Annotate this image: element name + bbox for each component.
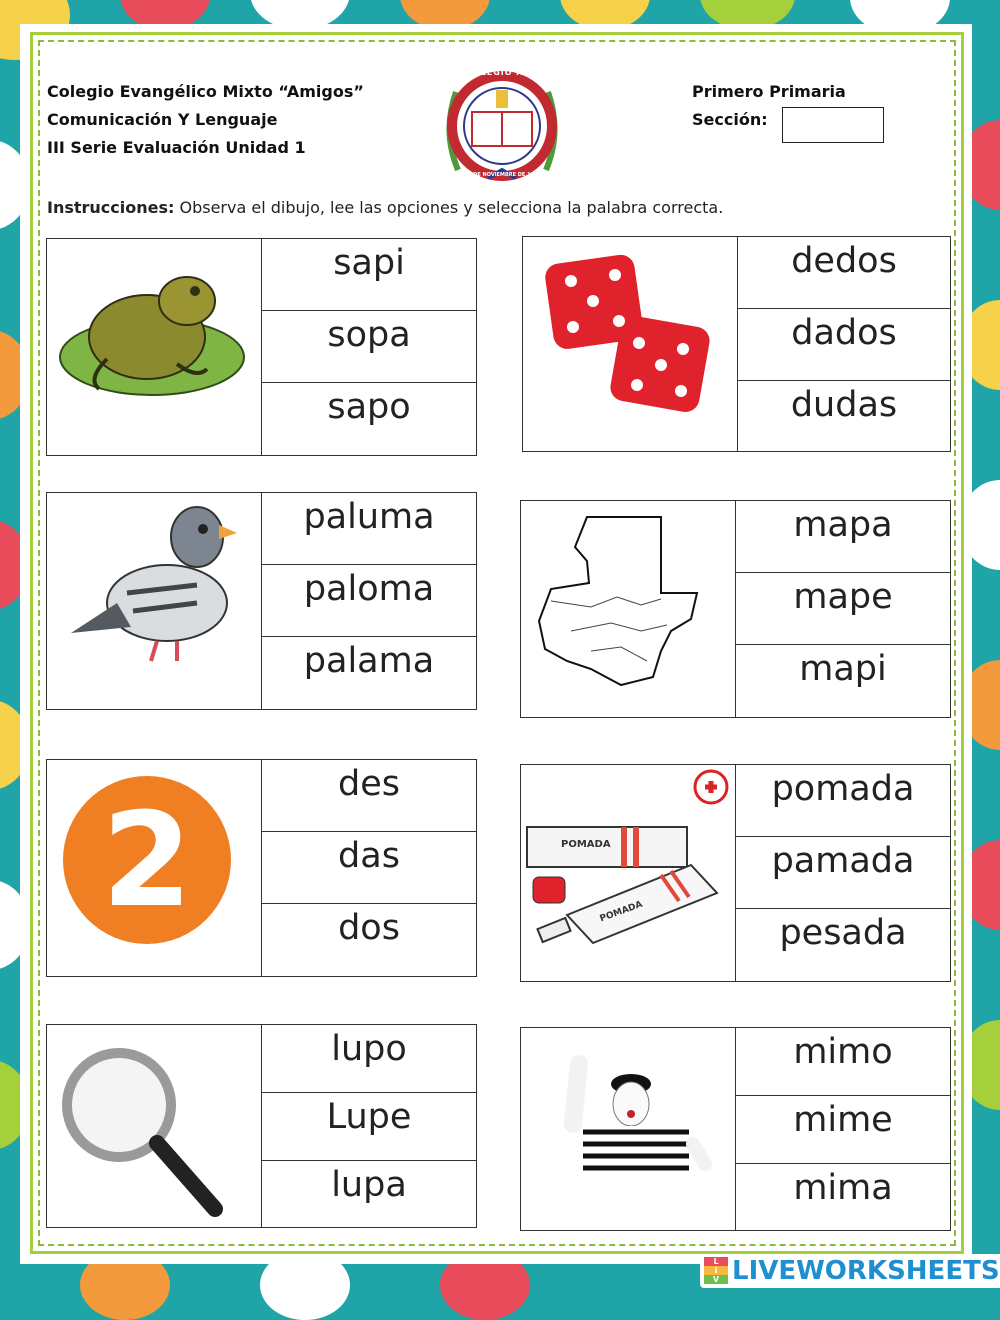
exercise-card bbox=[46, 492, 477, 710]
section-label: Sección: bbox=[692, 110, 768, 129]
option-3[interactable]: lupa bbox=[331, 1165, 407, 1205]
logo-letter: V bbox=[704, 1275, 728, 1284]
option-1[interactable]: lupo bbox=[262, 1025, 476, 1093]
option-2[interactable]: sopa bbox=[262, 311, 476, 383]
option-2[interactable]: mime bbox=[736, 1096, 950, 1164]
number-two-glyph: 2 bbox=[101, 784, 193, 936]
option-3[interactable]: sapo bbox=[327, 387, 411, 427]
option-1[interactable]: sapi bbox=[262, 239, 476, 311]
exercise-card bbox=[522, 236, 951, 452]
option-1[interactable]: pomada bbox=[736, 765, 950, 837]
exam-title: III Serie Evaluación Unidad 1 bbox=[47, 138, 306, 157]
school-name: Colegio Evangélico Mixto “Amigos” bbox=[47, 82, 364, 101]
exercise-card bbox=[46, 1024, 477, 1228]
grade-label: Primero Primaria bbox=[692, 82, 846, 101]
magnifying-glass-image bbox=[47, 1025, 262, 1227]
exercise-card bbox=[46, 238, 477, 456]
exercise-card bbox=[520, 500, 951, 718]
exercise-card bbox=[520, 1027, 951, 1231]
number-two-image bbox=[47, 760, 262, 976]
option-3[interactable]: pesada bbox=[779, 913, 907, 953]
option-3[interactable]: mapi bbox=[799, 649, 887, 689]
subject-name: Comunicación Y Lenguaje bbox=[47, 110, 278, 129]
instructions-label: Instrucciones: bbox=[47, 198, 175, 217]
seal-text-bottom: 2 DE NOVIEMBRE DE 1985 bbox=[468, 172, 541, 178]
liveworksheets-logo-icon bbox=[704, 1257, 728, 1285]
option-1[interactable]: dedos bbox=[738, 237, 950, 309]
option-3[interactable]: mima bbox=[793, 1168, 893, 1208]
instructions bbox=[47, 198, 723, 217]
option-1[interactable]: mimo bbox=[736, 1028, 950, 1096]
school-seal bbox=[438, 62, 566, 188]
option-2[interactable]: mape bbox=[736, 573, 950, 645]
logo-letter: L bbox=[704, 1257, 728, 1266]
option-2[interactable]: dados bbox=[738, 309, 950, 381]
liveworksheets-text: LIVEWORKSHEETS bbox=[732, 1256, 1000, 1286]
pigeon-image bbox=[47, 493, 262, 709]
option-1[interactable]: mapa bbox=[736, 501, 950, 573]
dice-image bbox=[523, 237, 738, 451]
option-2[interactable]: pamada bbox=[736, 837, 950, 909]
exercise-card bbox=[46, 759, 477, 977]
tube-label: POMADA bbox=[598, 899, 644, 925]
option-3[interactable]: dos bbox=[338, 908, 400, 948]
seal-text-top: COLEGIO AMIGOS bbox=[466, 68, 559, 77]
box-label: POMADA bbox=[561, 839, 611, 850]
option-2[interactable]: das bbox=[262, 832, 476, 904]
frog-image bbox=[47, 239, 262, 455]
option-2[interactable]: Lupe bbox=[262, 1093, 476, 1161]
section-input[interactable] bbox=[782, 107, 884, 143]
map-guatemala-image bbox=[521, 501, 736, 717]
option-2[interactable]: paloma bbox=[262, 565, 476, 637]
instructions-text: Observa el dibujo, lee las opciones y selecciona la palabra correcta. bbox=[174, 198, 724, 217]
option-3[interactable]: palama bbox=[303, 641, 435, 681]
logo-letter: I bbox=[704, 1266, 728, 1275]
ointment-tube-image bbox=[521, 765, 736, 981]
mime-image bbox=[521, 1028, 736, 1230]
option-1[interactable]: des bbox=[262, 760, 476, 832]
exercise-card bbox=[520, 764, 951, 982]
orange-circle bbox=[63, 776, 231, 944]
liveworksheets-brand[interactable] bbox=[700, 1254, 1000, 1288]
option-1[interactable]: paluma bbox=[262, 493, 476, 565]
option-3[interactable]: dudas bbox=[790, 385, 898, 425]
